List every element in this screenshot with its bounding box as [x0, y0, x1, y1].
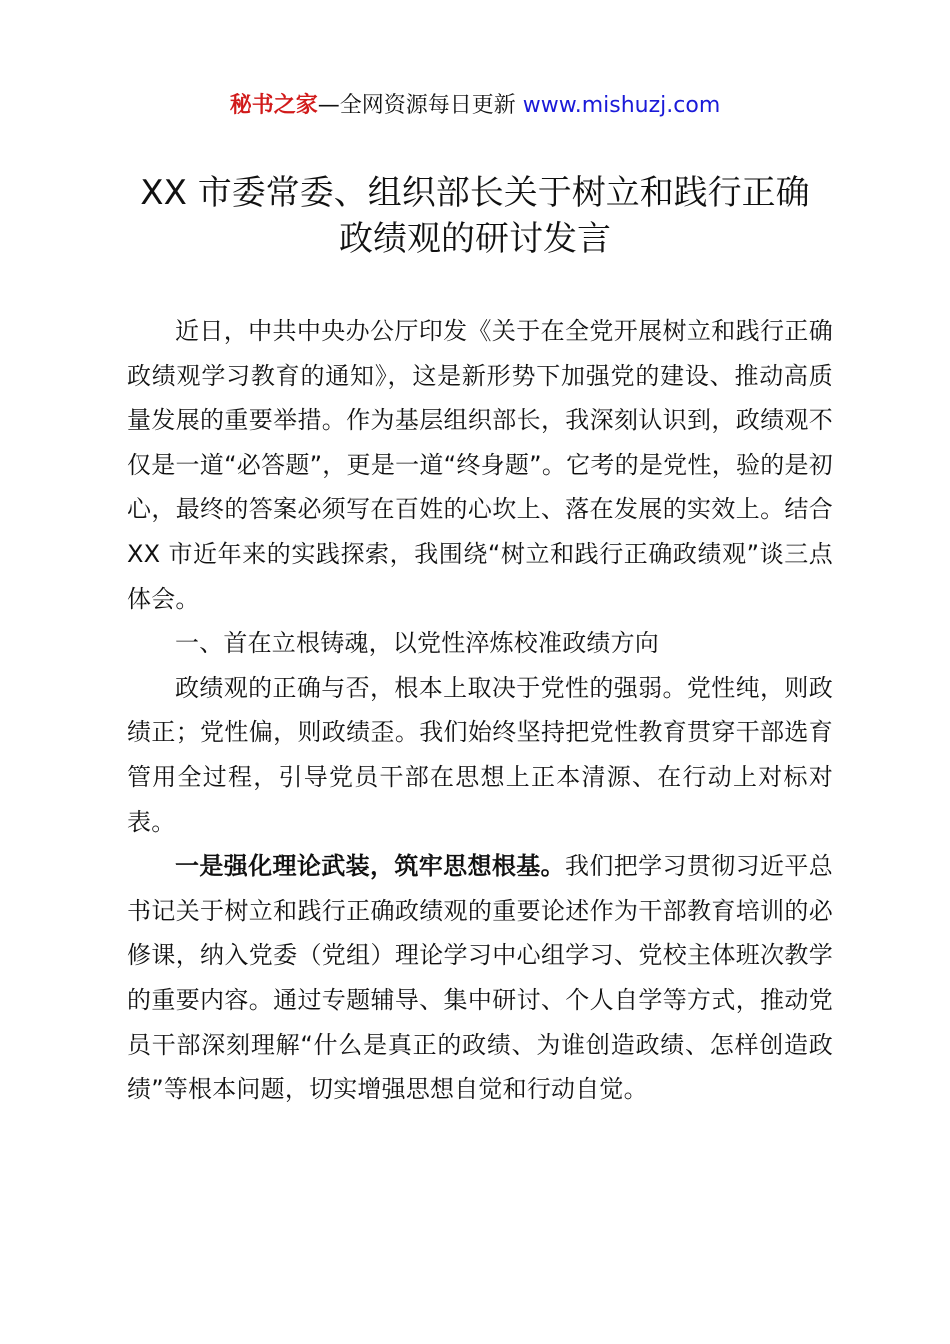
site-url-link[interactable]: www.mishuzj.com [522, 93, 721, 118]
document-title [60, 170, 890, 262]
site-tagline: —全网资源每日更新 [317, 93, 523, 118]
section-heading-1: 一、首在立根铸魂，以党性淬炼校准政绩方向 [175, 629, 659, 658]
paragraph-theory-text: 我们把学习贯彻习近平总书记关于树立和践行正确政绩观的重要论述作为干部教育培训的必修课，纳入党委（党组）理论学习中心组学习、党校主体班次教学的重要内容。通过专题辅导、集中研讨、个人自学等方式，推动党员干部深刻理解“什么是真正的政绩、为谁创造政绩、怎样创造政绩”等根本问题，切实增强思想自觉和行动自觉。 [127, 852, 833, 1104]
title-line-1: XX 市委常委、组织部长关于树立和践行正确 [140, 173, 810, 213]
site-brand: 秘书之家 [229, 93, 318, 118]
site-header [0, 86, 950, 126]
title-line-2: 政绩观的研讨发言 [339, 219, 611, 259]
paragraph-theory [127, 844, 833, 1112]
document-body [127, 309, 833, 1112]
paragraph-theory-lead: 一是强化理论武装，筑牢思想根基。 [175, 852, 566, 881]
paragraph-party-spirit: 政绩观的正确与否，根本上取决于党性的强弱。党性纯，则政绩正；党性偏，则政绩歪。我们始终坚持把党性教育贯穿干部选育管用全过程，引导党员干部在思想上正本清源、在行动上对标对表。 [127, 673, 833, 836]
paragraph-intro: 近日，中共中央办公厅印发《关于在全党开展树立和践行正确政绩观学习教育的通知》，这是新形势下加强党的建设、推动高质量发展的重要举措。作为基层组织部长，我深刻认识到，政绩观不仅是一道“必答题”，更是一道“终身题”。它考的是党性，验的是初心，最终的答案必须写在百姓的心坎上、落在发展的实效上。结合 XX 市近年来的实践探索，我围绕“树立和践行正确政绩观”谈三点体会。 [127, 317, 833, 613]
